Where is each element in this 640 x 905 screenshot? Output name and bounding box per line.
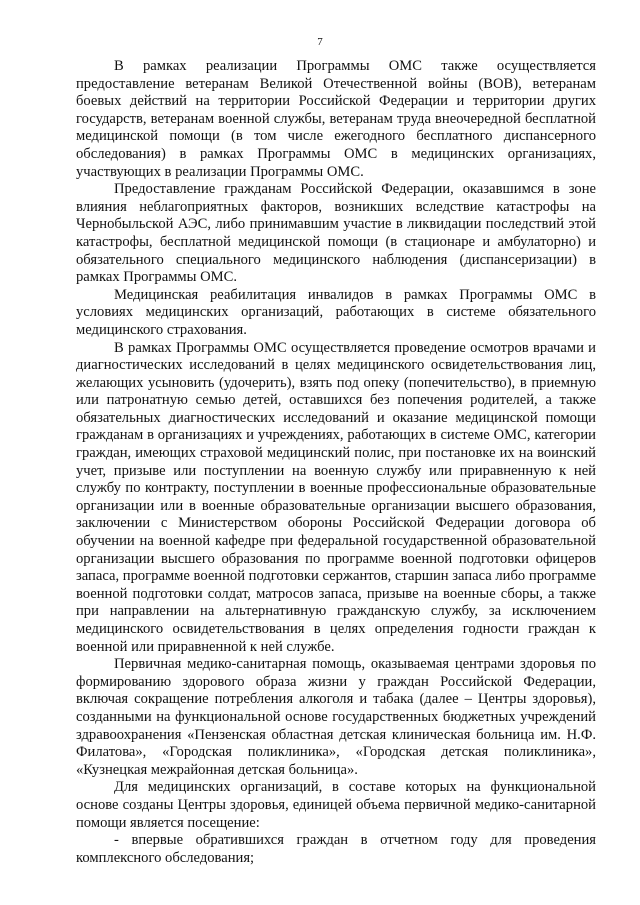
document-body xyxy=(76,58,596,867)
paragraph-chernobyl-care: Предоставление гражданам Российской Федерации, оказавшимся в зоне влияния неблагоприятных факторов, возникших вследствие катастрофы на Чернобыльской АЭС, либо принимавшим участие в ликвидации последствий этой катастрофы, бесплатной медицинской помощи (в стационаре и амбулаторно) и обязательного специального медицинского наблюдения (диспансеризации) в рамках Программы ОМС. xyxy=(76,181,596,286)
paragraph-health-centers: Первичная медико-санитарная помощь, оказываемая центрами здоровья по формированию здорового образа жизни у граждан Российской Федерации, включая сокращение потребления алкоголя и табака (далее – Центры здоровья), созданными на функциональной основе государственных бюджетных учреждений здравоохранения «Пензенская областная детская клиническая больница им. Н.Ф. Филатова», «Городская поликлиника», «Городская детская поликлиника», «Кузнецкая межрайонная детская больница». xyxy=(76,656,596,778)
paragraph-disabled-rehabilitation: Медицинская реабилитация инвалидов в рамках Программы ОМС в условиях медицинских организаций, работающих в системе обязательного медицинского страхования. xyxy=(76,286,596,338)
paragraph-veterans-care: В рамках реализации Программы ОМС также осуществляется предоставление ветеранам Великой Отечественной войны (ВОВ), ветеранам боевых действий на территории Российской Федерации и территории других государств, ветеранам военной службы, ветеранам труда внеочередной бесплатной медицинской помощи (в том числе ежегодного бесплатного диспансерного обследования) в рамках Программы ОМС в медицинских организациях, участвующих в реализации Программы ОМС. xyxy=(76,58,596,180)
paragraph-medical-examinations: В рамках Программы ОМС осуществляется проведение осмотров врачами и диагностических исследований в целях медицинского освидетельствования лиц, желающих усыновить (удочерить), взять под опеку (попечительство), в приемную или патронатную семью детей, оставшихся без попечения родителей, а также обязательных диагностических исследований и оказание медицинской помощи гражданам в организациях и учреждениях, работающих в системе ОМС, категории граждан, имеющих страховой медицинский полис, при постановке их на воинский учет, призыве или поступлении на военную службу или приравненную к ней службу по контракту, поступлении в военные профессиональные образовательные организации или в военные образовательные организации высшего образования, заключении с Министерством обороны Российской Федерации договора об обучении на военной кафедре при федеральной государственной образовательной организации высшего образования по программе военной подготовки офицеров запаса, программе военной подготовки сержантов, старшин запаса либо программе военной подготовки солдат, матросов запаса, призыве на военные сборы, а также при направлении на альтернативную гражданскую службу, за исключением медицинского освидетельствования в целях определения годности граждан к военной или приравненной к ней службе. xyxy=(76,339,596,655)
paragraph-health-center-units: Для медицинских организаций, в составе которых на функциональной основе созданы Центры здоровья, единицей объема первичной медико-санитарной помощи является посещение: xyxy=(76,779,596,831)
page-number: 7 xyxy=(317,36,323,48)
list-item-first-visit: - впервые обратившихся граждан в отчетном году для проведения комплексного обследования; xyxy=(76,832,596,866)
